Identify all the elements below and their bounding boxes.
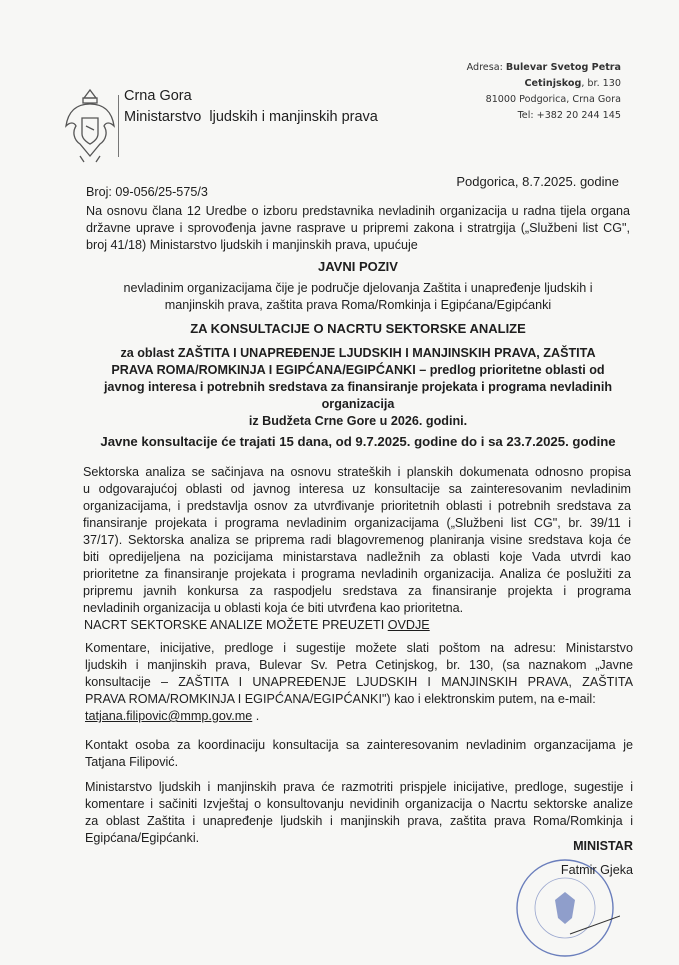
text-line: manjinskih prava, zaštita prava Roma/Romkinja i Egipćana/Egipćanki [164,298,552,312]
text-line: nevladinim organizacijama čije je područje djelovanja Zaštita i unapređenje ljudskih i [123,281,593,295]
address-number: , br. 130 [581,78,621,89]
text-line: Tatjana Filipović. [85,755,179,769]
signatory-name: Fatmir Gjeka [560,863,633,877]
address-block [467,60,621,124]
text-line: PRAVA ROMA/ROMKINJA I EGIPĆANA/EGIPĆANKI") kao i elektronskim putem, na e-mail: [85,692,596,706]
text-line: ljudskih i manjinskih prava, Bulevar Sv. Petra Cetinjskog, br. 130, (sa naznakom „Javne [85,658,633,672]
text-line: pripremu javnih konkursa za raspodjelu sredstava za finansiranje projekta i programa [83,584,631,598]
text-line: broj 41/18) Ministarstvo ljudskih i manjinskih prava, upućuje [86,238,418,252]
email-suffix: . [252,709,260,723]
text-line: komentare i sačiniti Izvještaj o konsultovanju nevidinih organizacija o Nacrtu sektorske analize [85,797,633,811]
intro-paragraph [86,203,630,254]
subtitle: ZA KONSULTACIJE O NACRTU SEKTORSKE ANALIZE [190,321,526,336]
coat-of-arms-icon [62,86,118,166]
text-line: PRAVA ROMA/ROMKINJA I EGIPĆANA/EGIPĆANKI – predlog prioritetne oblasti od [111,363,605,377]
text-line: 37/17). Sektorska analiza se priprema radi blagovremenog planiranja visine sredstava koja će [83,533,631,547]
scope [86,345,630,430]
text-line: za oblast Zaštita i unapređenje ljudskih i manjinskih prava, zaštita prava Roma/Romkinja i [85,814,633,828]
text-line: Egipćana/Egipćanki. [85,831,200,845]
text-line: Na osnovu člana 12 Uredbe o izboru predstavnika nevladinih organizacija u radna tijela organa [86,204,630,218]
text-line: državne uprave i sprovođenja javne rasprave u pripremi zakona i stratrgija („Službeni list CG", [86,221,630,235]
place-date: Podgorica, 8.7.2025. godine [456,174,619,189]
text-line: Komentare, inicijative, predloge i sugestije možete slati poštom na adresu: Ministarstvo [85,641,633,655]
address-phone: Tel: +382 20 244 145 [517,110,621,121]
comments-paragraph [85,640,633,708]
text-line: konsultacije – ZAŠTITA I UNAPREĐENJE LJUDSKIH I MANJINSKIH PRAVA, ZAŠTITA [85,675,633,689]
text-line: nevladinih organizacija u oblasti koja će biti utvrđena kao prioritetna. [83,601,464,615]
download-link[interactable]: OVDJE [387,618,430,632]
closing-paragraph [85,779,633,847]
text-line: prioritetne za finansiranje projekata i programa nevladinih organizacija. Analiza će poslužiti za [83,567,631,581]
text-line: za oblast ZAŠTITA I UNAPREĐENJE LJUDSKIH I MANJINSKIH PRAVA, ZAŠTITA [120,346,596,360]
text-line: Sektorska analiza se sačinjava na osnovu strateških i planskih dokumenata odnosno propisa [83,465,631,479]
text-line: iz Budžeta Crne Gore u 2026. godini. [248,414,468,428]
text-line: organizacijama, i predstavlja osnov za utvrđivanje prioritetnih oblasti i potrebnih sredstava za [83,499,631,513]
country-name: Crna Gora [124,88,192,104]
ministry-name: Ministarstvo ljudskih i manjinskih prava [124,109,378,125]
document-title: JAVNI POZIV [318,259,398,274]
email-line [85,709,259,723]
contact-paragraph [85,737,633,771]
text-line: Ministarstvo ljudskih i manjinskih prava će razmotriti prispjele inicijative, predloge, sugestije i [85,780,633,794]
address-street: Bulevar Svetog Petra [505,62,621,73]
header-divider [118,95,119,157]
address-label: Adresa: [466,62,506,73]
text-line: Kontakt osoba za koordinaciju konsultacija sa zainteresovanim nevladinim organzacijama je [85,738,633,752]
text-line: javnog interesa i potrebnih sredstava za finansiranje projekata i programa nevladinih [103,380,613,394]
duration: Javne konsultacije će trajati 15 dana, od 9.7.2025. godine do i sa 23.7.2025. godine [100,434,616,449]
text-line: organizacija [321,397,395,411]
download-line [84,618,430,632]
signature-role: MINISTAR [573,839,633,853]
address-city: 81000 Podgorica, Crna Gora [485,94,621,105]
analysis-paragraph [83,464,631,617]
address-street2: Cetinjskog [524,78,582,89]
text-line: finansiranje projekata i programa nevladinim organizacijama („Službeni list CG", br. 39/11 i [83,516,631,530]
addressees [86,280,630,314]
text-line: u odgovarajućoj oblasti od javnog interesa uz konsultacije sa zainteresovanim nevladinim [83,482,631,496]
email-link[interactable]: tatjana.filipovic@mmp.gov.me [85,709,253,723]
download-text: NACRT SEKTORSKE ANALIZE MOŽETE PREUZETI [84,618,388,632]
text-line: biti opredijeljena na pozicijama ministarstava nadležnih za oblasti koje Vada utvrdi kao [83,550,631,564]
document-number: Broj: 09-056/25-575/3 [86,185,208,199]
